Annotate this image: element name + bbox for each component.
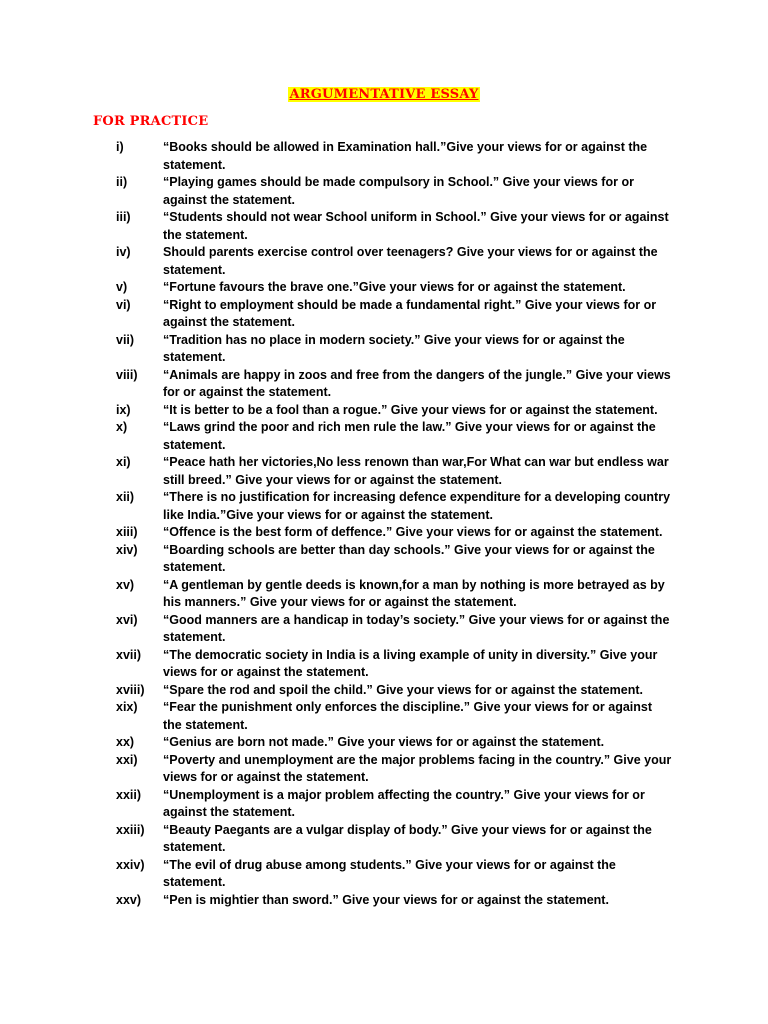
essay-topic-number: ii) [116,175,128,189]
essay-topic-number: xii) [116,490,135,504]
essay-topic-text: “Books should be allowed in Examination hall.”Give your views for or against the statement. [163,140,648,172]
essay-topic-text: “Poverty and unemployment are the major problems facing in the country.” Give your views for or against the statement. [163,752,672,784]
essay-topic-text: “Boarding schools are better than day schools.” Give your views for or against the statement. [163,542,655,574]
essay-topic-number: xiv) [116,542,138,557]
essay-topic-number: xvi) [116,612,138,627]
document-title [0,86,768,103]
essay-topic-item [0,734,768,752]
essay-topic-number: xvii) [116,647,142,662]
essay-topic-number: v) [116,280,128,294]
essay-topic-text: “The democratic society in India is a living example of unity in diversity.” Give your views for or against the statement. [163,647,658,679]
essay-topic-item [0,489,768,524]
essay-topic-text: “Fortune favours the brave one.”Give your views for or against the statement. [163,280,626,294]
essay-topic-text: “Spare the rod and spoil the child.” Give your views for or against the statement. [163,682,643,697]
essay-topic-number: xix) [116,700,138,714]
essay-topic-item [0,524,768,542]
essay-topic-item [0,577,768,612]
essay-topic-item [0,402,768,420]
essay-topic-item [0,752,768,787]
essay-topic-item [0,787,768,822]
essay-topic-number: iii) [116,210,131,224]
essay-topic-text: “There is no justification for increasing defence expenditure for a developing country like India.”Give your views for or against the statement. [163,490,671,522]
essay-topic-item [0,279,768,297]
essay-topic-item [0,647,768,682]
essay-topic-number: viii) [116,367,138,382]
essay-topic-number: ix) [116,402,131,417]
essay-topic-number: xxi) [116,752,138,767]
essay-topic-item [0,297,768,332]
essay-topic-text: “Good manners are a handicap in today’s society.” Give your views for or against the statement. [163,612,670,644]
essay-topic-text: “Genius are born not made.” Give your views for or against the statement. [163,735,605,749]
essay-topic-list [0,139,768,909]
essay-topic-item [0,542,768,577]
essay-topic-text: “Animals are happy in zoos and free from the dangers of the jungle.” Give your views for or against the statement. [163,367,671,399]
essay-topic-text: “Unemployment is a major problem affecting the country.” Give your views for or against the statement. [163,787,645,819]
essay-topic-number: xxiii) [116,822,145,837]
essay-topic-number: i) [116,140,124,154]
essay-topic-text: “Playing games should be made compulsory in School.” Give your views for or against the statement. [163,175,634,207]
essay-topic-number: xi) [116,455,131,469]
document-title-text: ARGUMENTATIVE ESSAY [289,87,479,102]
essay-topic-text: “Fear the punishment only enforces the discipline.” Give your views for or against the statement. [163,700,653,732]
essay-topic-text: “Tradition has no place in modern society.” Give your views for or against the statement. [163,332,625,364]
essay-topic-item [0,139,768,174]
essay-topic-number: xv) [116,577,135,592]
essay-topic-text: “Peace hath her victories,No less renown than war,For What can war but endless war still breed.” Give your views for or against the statement. [163,455,669,487]
essay-topic-number: xxii) [116,787,142,802]
essay-topic-text: “It is better to be a fool than a rogue.” Give your views for or against the statement. [163,402,658,417]
essay-topic-item [0,244,768,279]
essay-topic-number: xviii) [116,682,145,697]
essay-topic-text: “The evil of drug abuse among students.” Give your views for or against the statement. [163,857,616,889]
essay-topic-item [0,682,768,700]
essay-topic-item [0,367,768,402]
essay-topic-text: “Students should not wear School uniform in School.” Give your views for or against the statement. [163,210,669,242]
essay-topic-text: “Beauty Paegants are a vulgar display of body.” Give your views for or against the statement. [163,822,652,854]
essay-topic-number: iv) [116,245,131,259]
essay-topic-item [0,332,768,367]
section-heading: FOR PRACTICE [93,114,209,129]
essay-topic-text: “Right to employment should be made a fundamental right.” Give your views for or against the statement. [163,297,657,329]
essay-topic-item [0,612,768,647]
essay-topic-item [0,174,768,209]
essay-topic-number: xxiv) [116,857,145,872]
essay-topic-text: “Pen is mightier than sword.” Give your views for or against the statement. [163,892,609,907]
essay-topic-item [0,892,768,910]
essay-topic-number: xiii) [116,525,138,539]
essay-topic-number: xx) [116,735,135,749]
essay-topic-text: “Laws grind the poor and rich men rule the law.” Give your views for or against the statement. [163,420,656,452]
essay-topic-number: xxv) [116,892,142,907]
essay-topic-item [0,454,768,489]
essay-topic-text: Should parents exercise control over teenagers? Give your views for or against the statement. [163,245,658,277]
essay-topic-item [0,822,768,857]
essay-topic-number: vi) [116,297,131,312]
essay-topic-number: vii) [116,332,135,347]
essay-topic-number: x) [116,420,128,434]
essay-topic-item [0,699,768,734]
essay-topic-item [0,857,768,892]
essay-topic-text: “Offence is the best form of deffence.” Give your views for or against the statement. [163,525,663,539]
essay-topic-item [0,209,768,244]
essay-topic-text: “A gentleman by gentle deeds is known,for a man by nothing is more betrayed as by his manners.” Give your views for or against the statement. [163,577,665,609]
essay-topic-item [0,419,768,454]
